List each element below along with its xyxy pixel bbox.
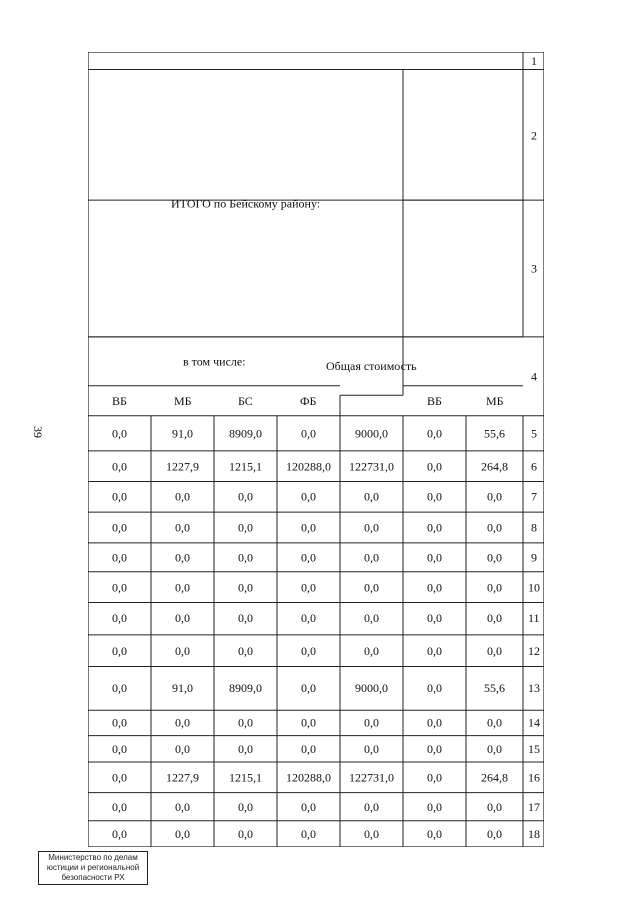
value-cell: 0,0 bbox=[112, 741, 127, 756]
itogo-label: ИТОГО по Бейскому району: bbox=[170, 196, 321, 211]
col-header-18: 18 bbox=[527, 826, 540, 841]
value-cell: 0,0 bbox=[175, 826, 190, 841]
value-cell: 0,0 bbox=[487, 643, 502, 658]
value-cell: 0,0 bbox=[112, 580, 127, 595]
value-cell: 0,0 bbox=[175, 741, 190, 756]
fund-label: ВБ bbox=[427, 393, 442, 408]
value-cell: 0,0 bbox=[427, 459, 442, 474]
value-cell: 0,0 bbox=[487, 550, 502, 565]
value-cell: 0,0 bbox=[238, 580, 253, 595]
value-cell: 0,0 bbox=[301, 741, 316, 756]
col-header-8: 8 bbox=[530, 520, 537, 535]
value-cell: 122731,0 bbox=[349, 459, 394, 474]
value-cell: 0,0 bbox=[301, 826, 316, 841]
value-cell: 0,0 bbox=[427, 715, 442, 730]
value-cell: 0,0 bbox=[112, 681, 127, 696]
value-cell: 0,0 bbox=[427, 826, 442, 841]
value-cell: 0,0 bbox=[112, 459, 127, 474]
col-header-17: 17 bbox=[527, 799, 540, 814]
value-cell: 55,6 bbox=[484, 426, 505, 441]
value-cell: 0,0 bbox=[427, 580, 442, 595]
value-cell: 0,0 bbox=[427, 550, 442, 565]
value-cell: 0,0 bbox=[487, 799, 502, 814]
value-cell: 0,0 bbox=[175, 550, 190, 565]
col-header-2: 2 bbox=[530, 127, 537, 142]
value-cell: 0,0 bbox=[427, 799, 442, 814]
fund-label: МБ bbox=[173, 393, 192, 408]
value-cell: 0,0 bbox=[364, 550, 379, 565]
value-cell: 0,0 bbox=[238, 799, 253, 814]
col-header-15: 15 bbox=[527, 741, 540, 756]
col-header-14: 14 bbox=[527, 715, 540, 730]
value-cell: 0,0 bbox=[175, 611, 190, 626]
value-cell: 0,0 bbox=[238, 611, 253, 626]
value-cell: 0,0 bbox=[301, 643, 316, 658]
value-cell: 1215,1 bbox=[229, 770, 262, 785]
col-header-4: 4 bbox=[530, 369, 537, 384]
value-cell: 0,0 bbox=[364, 643, 379, 658]
value-cell: 0,0 bbox=[301, 426, 316, 441]
value-cell: 120288,0 bbox=[286, 459, 331, 474]
value-cell: 0,0 bbox=[364, 715, 379, 730]
value-cell: 0,0 bbox=[238, 643, 253, 658]
value-cell: 0,0 bbox=[364, 826, 379, 841]
fund-label-total: Общая стоимость bbox=[326, 359, 417, 374]
col-header-9: 9 bbox=[530, 550, 537, 565]
value-cell: 0,0 bbox=[238, 550, 253, 565]
value-cell: 0,0 bbox=[427, 489, 442, 504]
value-cell: 0,0 bbox=[175, 715, 190, 730]
value-cell: 0,0 bbox=[487, 580, 502, 595]
value-cell: 0,0 bbox=[175, 799, 190, 814]
value-cell: 264,8 bbox=[481, 770, 508, 785]
value-cell: 0,0 bbox=[301, 489, 316, 504]
value-cell: 0,0 bbox=[175, 580, 190, 595]
col-header-1: 1 bbox=[530, 53, 537, 68]
value-cell: 0,0 bbox=[301, 520, 316, 535]
value-cell: 0,0 bbox=[487, 741, 502, 756]
value-cell: 0,0 bbox=[427, 426, 442, 441]
value-cell: 0,0 bbox=[487, 715, 502, 730]
value-cell: 0,0 bbox=[427, 520, 442, 535]
value-cell: 0,0 bbox=[301, 611, 316, 626]
value-cell: 0,0 bbox=[427, 643, 442, 658]
col-header-6: 6 bbox=[530, 459, 537, 474]
value-cell: 91,0 bbox=[172, 681, 193, 696]
value-cell: 0,0 bbox=[487, 520, 502, 535]
value-cell: 0,0 bbox=[112, 520, 127, 535]
value-cell: 0,0 bbox=[112, 826, 127, 841]
value-cell: 1215,1 bbox=[229, 459, 262, 474]
value-cell: 0,0 bbox=[364, 741, 379, 756]
value-cell: 0,0 bbox=[364, 520, 379, 535]
budget-table bbox=[88, 52, 544, 847]
value-cell: 0,0 bbox=[301, 681, 316, 696]
value-cell: 0,0 bbox=[112, 489, 127, 504]
col-header-3: 3 bbox=[530, 261, 537, 276]
value-cell: 8909,0 bbox=[229, 681, 262, 696]
value-cell: 0,0 bbox=[427, 770, 442, 785]
value-cell: 120288,0 bbox=[286, 770, 331, 785]
value-cell: 9000,0 bbox=[355, 681, 388, 696]
value-cell: 9000,0 bbox=[355, 426, 388, 441]
value-cell: 0,0 bbox=[112, 799, 127, 814]
col-header-5: 5 bbox=[530, 426, 537, 441]
value-cell: 0,0 bbox=[175, 489, 190, 504]
value-cell: 0,0 bbox=[427, 611, 442, 626]
value-cell: 0,0 bbox=[301, 799, 316, 814]
value-cell: 0,0 bbox=[364, 580, 379, 595]
fund-label: ФБ bbox=[300, 393, 317, 408]
value-cell: 264,8 bbox=[481, 459, 508, 474]
value-cell: 0,0 bbox=[112, 770, 127, 785]
value-cell: 0,0 bbox=[238, 489, 253, 504]
value-cell: 0,0 bbox=[487, 489, 502, 504]
value-cell: 0,0 bbox=[487, 826, 502, 841]
col-header-7: 7 bbox=[530, 489, 537, 504]
value-cell: 55,6 bbox=[484, 681, 505, 696]
value-cell: 1227,9 bbox=[166, 770, 199, 785]
fund-label: ВБ bbox=[112, 393, 127, 408]
col-header-13: 13 bbox=[527, 681, 540, 696]
value-cell: 0,0 bbox=[364, 611, 379, 626]
value-cell: 0,0 bbox=[112, 611, 127, 626]
value-cell: 0,0 bbox=[301, 715, 316, 730]
ministry-stamp: Министерство по делам юстиции и региональной безопасности РХ bbox=[38, 851, 148, 885]
value-cell: 0,0 bbox=[301, 580, 316, 595]
value-cell: 0,0 bbox=[112, 643, 127, 658]
value-cell: 0,0 bbox=[112, 426, 127, 441]
fund-label: БС bbox=[238, 393, 253, 408]
col-header-16: 16 bbox=[527, 770, 540, 785]
col-header-12: 12 bbox=[527, 643, 540, 658]
value-cell: 0,0 bbox=[427, 741, 442, 756]
value-cell: 0,0 bbox=[175, 520, 190, 535]
value-cell: 1227,9 bbox=[166, 459, 199, 474]
value-cell: 0,0 bbox=[238, 741, 253, 756]
col-header-10: 10 bbox=[527, 580, 540, 595]
value-cell: 0,0 bbox=[112, 550, 127, 565]
page-number: 39 bbox=[31, 426, 45, 438]
value-cell: 0,0 bbox=[301, 550, 316, 565]
value-cell: 0,0 bbox=[364, 489, 379, 504]
value-cell: 0,0 bbox=[238, 826, 253, 841]
value-cell: 91,0 bbox=[172, 426, 193, 441]
value-cell: 0,0 bbox=[364, 799, 379, 814]
fund-label: МБ bbox=[485, 393, 504, 408]
value-cell: 0,0 bbox=[427, 681, 442, 696]
value-cell: 0,0 bbox=[487, 611, 502, 626]
value-cell: 122731,0 bbox=[349, 770, 394, 785]
in-that-label: в том числе: bbox=[182, 354, 246, 369]
value-cell: 8909,0 bbox=[229, 426, 262, 441]
value-cell: 0,0 bbox=[238, 520, 253, 535]
value-cell: 0,0 bbox=[238, 715, 253, 730]
value-cell: 0,0 bbox=[175, 643, 190, 658]
value-cell: 0,0 bbox=[112, 715, 127, 730]
col-header-11: 11 bbox=[527, 611, 540, 626]
